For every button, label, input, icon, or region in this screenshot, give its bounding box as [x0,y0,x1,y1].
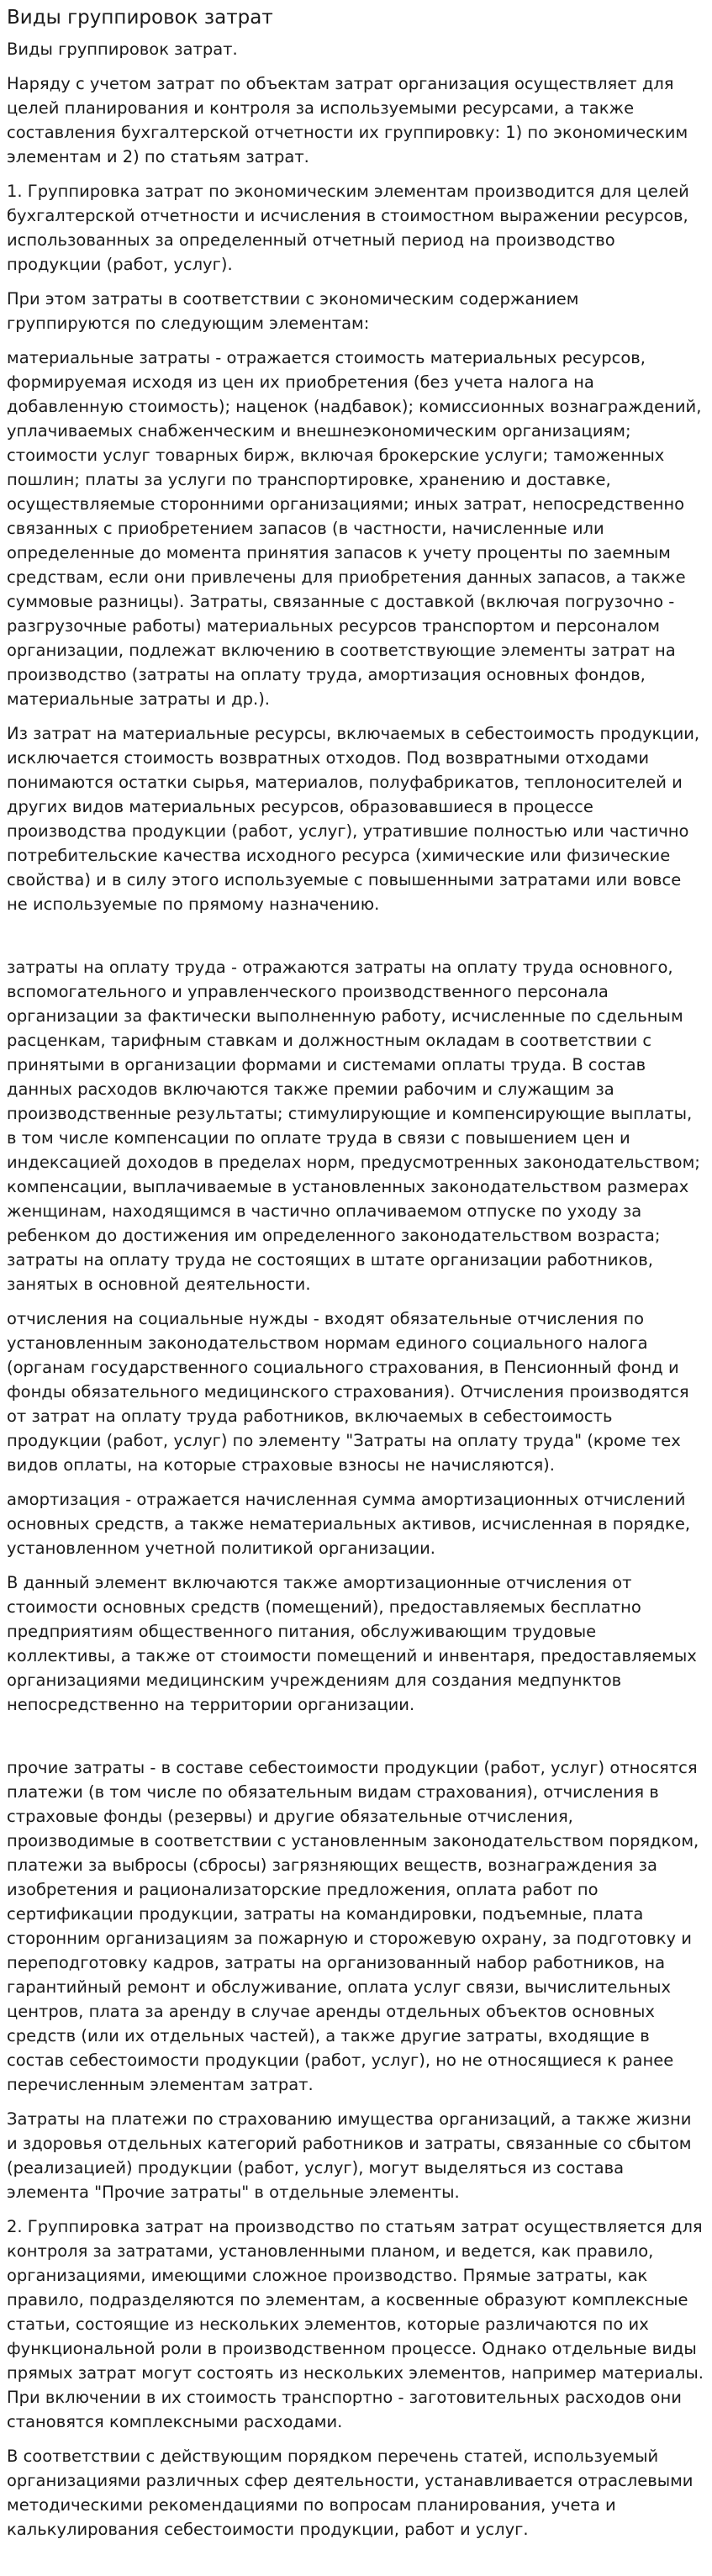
paragraph-returnable-waste: Из затрат на материальные ресурсы, включаемых в себестоимость продукции, исключается стоимость возвратных отходов. Под возвратными отходами понимаются остатки сырья, материалов, полуфабрикатов, теплоносителей и других видов материальных ресурсов, образовавшиеся в процессе производства продукции (работ, услуг), утратившие полностью или частично потребительские качества исходного ресурса (химические или физические свойства) и в силу этого используемые с повышенными затратами или вовсе не используемые по прямому назначению. [7,724,700,914]
paragraph-subtitle: Виды группировок затрат. [7,40,238,59]
paragraph-social-contributions: отчисления на социальные нужды - входят обязательные отчисления по установленным законодательством нормам единого социального налога (органам государственного социального страхования, в Пенсионный фонд и фонды обязательного медицинского страхования). Отчисления производятся от затрат на оплату труда работников, включаемых в себестоимость продукции (работ, услуг) по элементу "Затраты на оплату труда" (кроме тех видов оплаты, на которые страховые взносы не начисляются). [7,1309,689,1475]
page-title: Виды группировок затрат [7,7,273,29]
paragraph-elements-lead: При этом затраты в соответствии с экономическим содержанием группируются по следующим элементам: [7,289,579,333]
paragraph-intro: Наряду с учетом затрат по объектам затрат организация осуществляет для целей планирования и контроля за используемыми ресурсами, а также составления бухгалтерской отчетности их группировку: 1) по экономическим элементам и 2) по статьям затрат. [7,74,688,166]
paragraph-cost-items: 2. Группировка затрат на производство по статьям затрат осуществляется для контроля за затратами, установленными планом, и ведется, как правило, организациями, имеющими сложное производство. Прямые затраты, как правило, подразделяются по элементам, а косвенные образуют комплексные статьи, состоящие из нескольких элементов, которые различаются по их функциональной роли в производственном процессе. Однако отдельные виды прямых затрат могут состоять из нескольких элементов, например материалы. При включении в их стоимость транспортно - заготовительных расходов они становятся комплексными расходами. [7,2217,704,2431]
paragraph-depreciation-extra: В данный элемент включаются также амортизационные отчисления от стоимости основных средств (помещений), предоставляемых бесплатно предприятиям общественного питания, обслуживающим трудовые коллективы, а также от стоимости помещений и инвентаря, предоставляемых организациями медицинским учреждениям для создания медпунктов непосредственно на территории организации. [7,1573,697,1714]
paragraph-material-costs: материальные затраты - отражается стоимость материальных ресурсов, формируемая исходя из цен их приобретения (без учета налога на добавленную стоимость); наценок (надбавок); комиссионных вознаграждений, уплачиваемых снабженческим и внешнеэкономическим организациям; стоимости услуг товарных бирж, включая брокерские услуги; таможенных пошлин; платы за услуги по транспортировке, хранению и доставке, осуществляемые сторонними организациями; иных затрат, непосредственно связанных с приобретением запасов (в частности, начисленные или определенные до момента принятия запасов к учету проценты по заемным средствам, если они привлечены для приобретения данных запасов, а также суммовые разницы). Затраты, связанные с доставкой (включая погрузочно - разгрузочные работы) материальных ресурсов транспортом и персоналом организации, подлежат включению в соответствующие элементы затрат на производство (затраты на оплату труда, амортизация основных фондов, материальные затраты и др.). [7,348,702,709]
paragraph-depreciation: амортизация - отражается начисленная сумма амортизационных отчислений основных средств, а также нематериальных активов, исчисленная в порядке, установленном учетной политикой организации. [7,1490,691,1558]
paragraph-economic-elements: 1. Группировка затрат по экономическим элементам производится для целей бухгалтерской отчетности и исчисления в стоимостном выражении ресурсов, использованных за определенный отчетный период на производство продукции (работ, услуг). [7,182,689,274]
paragraph-other-costs: прочие затраты - в составе себестоимости продукции (работ, услуг) относятся платежи (в том числе по обязательным видам страхования), отчисления в страховые фонды (резервы) и другие обязательные отчисления, производимые в соответствии с установленным законодательством порядком, платежи за выбросы (сбросы) загрязняющих веществ, вознаграждения за изобретения и рационализаторские предложения, оплата работ по сертификации продукции, затраты на командировки, подъемные, плата сторонним организациям за пожарную и сторожевую охрану, за подготовку и переподготовку кадров, затраты на организованный набор работников, на гарантийный ремонт и обслуживание, оплата услуг связи, вычислительных центров, плата за аренду в случае аренды отдельных объектов основных средств (или их отдельных частей), а также другие затраты, входящие в состав себестоимости продукции (работ, услуг), но не относящиеся к ранее перечисленным элементам затрат. [7,1758,699,2094]
paragraph-insurance-costs: Затраты на платежи по страхованию имущества организаций, а также жизни и здоровья отдельных категорий работников и затраты, связанные со сбытом (реализацией) продукции (работ, услуг), могут выделяться из состава элемента "Прочие затраты" в отдельные элементы. [7,2109,692,2202]
paragraph-labor-costs: затраты на оплату труда - отражаются затраты на оплату труда основного, вспомогательного и управленческого производственного персонала организации за фактически выполненную работу, исчисленные по сдельным расценкам, тарифным ставкам и должностным окладам в соответствии с принятыми в организации формами и системами оплаты труда. В состав данных расходов включаются также премии рабочим и служащим за производственные результаты; стимулирующие и компенсирующие выплаты, в том числе компенсации по оплате труда в связи с повышением цен и индексацией доходов в пределах норм, предусмотренных законодательством; компенсации, выплачиваемые в установленных законодательством размерах женщинам, находящимся в частично оплачиваемом отпуске по уходу за ребенком до достижения им определенного законодательством возраста; затраты на оплату труда не состоящих в штате организации работников, занятых в основной деятельности. [7,958,700,1294]
paragraph-industry-guidelines: В соответствии с действующим порядком перечень статей, используемый организациями различных сфер деятельности, устанавливается отраслевыми методическими рекомендациями по вопросам планирования, учета и калькулирования себестоимости продукции, работ и услуг. [7,2447,694,2539]
